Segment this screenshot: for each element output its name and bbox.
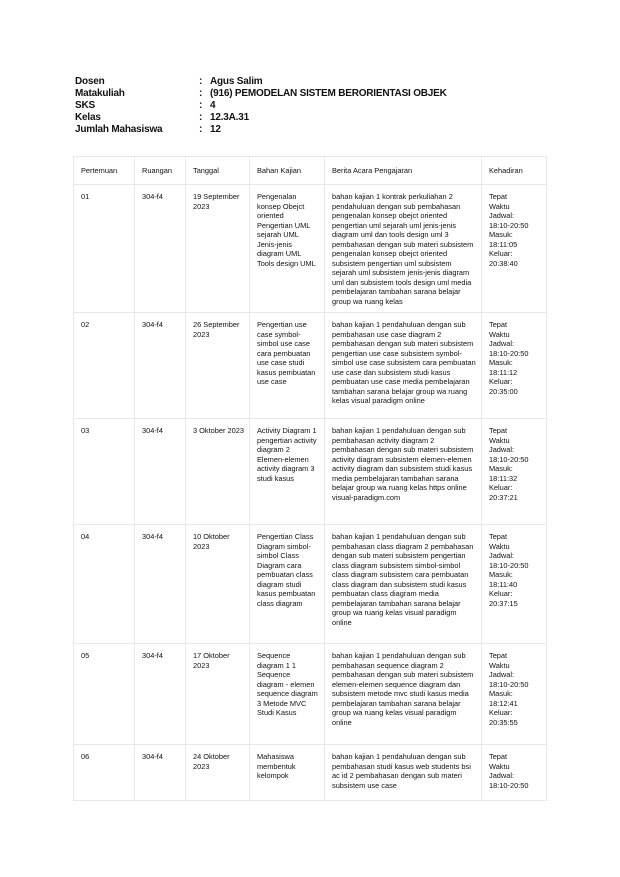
- table-row: [74, 644, 547, 745]
- info-row-sks: [75, 99, 447, 111]
- kehadiran-line: 18:10-20:50: [489, 348, 529, 358]
- cell-berita-acara: bahan kajian 1 pendahuluan dengan sub pembahasan activity diagram 2 pembahasan dengan sub materi subsistem activity diagram subsistem elemen-elemen activity diagram dan subsistem studi kasus media pembelajaran tambahan sarana belajar group wa ruang kelas https online visual-paradigm.com: [325, 419, 482, 525]
- kehadiran-line: 18:10-20:50: [489, 780, 529, 790]
- cell-tanggal: 26 September 2023: [186, 313, 250, 419]
- cell-berita-acara: bahan kajian 1 pendahuluan dengan sub pembahasan use case diagram 2 pembahasan dengan sub materi subsistem pengertian use case subsistem symbol-simbol use case subsistem cara pembuatan use case dan subsistem studi kasus pembuatan use case media pembelajaran tambahan sarana belajar group wa ruang kelas visual paradigm online: [325, 313, 482, 419]
- kehadiran-line: Keluar:: [489, 377, 513, 386]
- cell-kehadiran: [482, 419, 547, 525]
- kehadiran-line: 20:38:40: [489, 258, 518, 268]
- course-info: [75, 75, 447, 135]
- cell-ruangan: 304-f4: [135, 644, 186, 745]
- kehadiran-line: Masuk:: [489, 230, 513, 239]
- kehadiran-line: 20:35:00: [489, 386, 518, 396]
- cell-pertemuan: 01: [74, 185, 135, 313]
- kehadiran-line: Waktu: [489, 761, 510, 771]
- cell-bahan-kajian: Activity Diagram 1 pengertian activity diagram 2 Elemen-elemen activity diagram 3 studi kasus: [250, 419, 325, 525]
- kehadiran-line: 18:10-20:50: [489, 560, 529, 570]
- cell-kehadiran: [482, 313, 547, 419]
- cell-pertemuan: 06: [74, 745, 135, 801]
- table-row: [74, 419, 547, 525]
- cell-ruangan: 304-f4: [135, 745, 186, 801]
- cell-kehadiran: [482, 745, 547, 801]
- cell-tanggal: 19 September 2023: [186, 185, 250, 313]
- info-row-jumlah-mahasiswa: [75, 123, 447, 135]
- cell-ruangan: 304-f4: [135, 185, 186, 313]
- info-label: Matakuliah: [75, 87, 125, 99]
- cell-ruangan: 304-f4: [135, 419, 186, 525]
- cell-ruangan: 304-f4: [135, 313, 186, 419]
- header-ruangan: Ruangan: [135, 157, 186, 185]
- kehadiran-line: 18:11:40: [489, 579, 518, 589]
- kehadiran-line: Jadwal:: [489, 211, 515, 220]
- cell-kehadiran: [482, 525, 547, 644]
- cell-bahan-kajian: Pengertian use case symbol-simbol use case cara pembuatan use case studi kasus pembuatan use case: [250, 313, 325, 419]
- info-label: SKS: [75, 99, 95, 111]
- kehadiran-line: Jadwal:: [489, 551, 515, 560]
- cell-berita-acara: bahan kajian 1 pendahuluan dengan sub pembahasan studi kasus web students bsi ac id 2 pembahasan dengan sub materi subsistem use case: [325, 745, 482, 801]
- kehadiran-line: 20:37:21: [489, 492, 518, 502]
- kehadiran-line: Jadwal:: [489, 339, 515, 348]
- table-row: [74, 745, 547, 801]
- kehadiran-line: Keluar:: [489, 708, 513, 717]
- kehadiran-line: 18:10-20:50: [489, 679, 529, 689]
- kehadiran-line: 18:10-20:50: [489, 220, 529, 230]
- cell-tanggal: 3 Oktober 2023: [186, 419, 250, 525]
- table-row: [74, 313, 547, 419]
- header-kehadiran: Kehadiran: [482, 157, 547, 185]
- header-berita-acara: Berita Acara Pengajaran: [325, 157, 482, 185]
- kehadiran-line: Tepat: [489, 426, 508, 435]
- kehadiran-line: Tepat: [489, 320, 508, 329]
- kehadiran-line: Tepat: [489, 192, 508, 201]
- cell-tanggal: 10 Oktober 2023: [186, 525, 250, 644]
- cell-pertemuan: 05: [74, 644, 135, 745]
- cell-berita-acara: bahan kajian 1 pendahuluan dengan sub pembahasan sequence diagram 2 pembahasan dengan sub materi subsistem elemen-elemen sequence diagram dan subsistem metode mvc studi kasus media pembelajaran tambahan sarana belajar group wa ruang kelas visual paradigm online: [325, 644, 482, 745]
- info-value: 12: [210, 123, 221, 135]
- cell-bahan-kajian: Pengertian Class Diagram simbol-simbol Class Diagram cara pembuatan class diagram studi kasus pembuatan class diagram: [250, 525, 325, 644]
- cell-pertemuan: 02: [74, 313, 135, 419]
- cell-kehadiran: [482, 644, 547, 745]
- kehadiran-line: Jadwal:: [489, 771, 515, 780]
- kehadiran-line: Tepat: [489, 532, 508, 541]
- kehadiran-line: Tepat: [489, 651, 508, 660]
- info-value: 12.3A.31: [210, 111, 249, 123]
- info-colon: :: [199, 99, 203, 111]
- info-colon: :: [199, 87, 203, 99]
- kehadiran-line: Masuk:: [489, 689, 513, 698]
- cell-bahan-kajian: Pengenalan konsep Obejct oriented Pengertian UML sejarah UML Jenis-jenis diagram UML Tools design UML: [250, 185, 325, 313]
- cell-tanggal: 17 Oktober 2023: [186, 644, 250, 745]
- kehadiran-line: Masuk:: [489, 464, 513, 473]
- table-row: [74, 185, 547, 313]
- cell-pertemuan: 03: [74, 419, 135, 525]
- kehadiran-line: 18:11:32: [489, 473, 518, 483]
- kehadiran-line: 18:12:41: [489, 698, 518, 708]
- kehadiran-line: 18:11:05: [489, 239, 518, 249]
- info-label: Kelas: [75, 111, 101, 123]
- info-colon: :: [199, 75, 203, 87]
- info-row-dosen: [75, 75, 447, 87]
- table-header-row: [74, 157, 547, 185]
- kehadiran-line: Masuk:: [489, 358, 513, 367]
- kehadiran-line: Keluar:: [489, 589, 513, 598]
- header-bahan-kajian: Bahan Kajian: [250, 157, 325, 185]
- info-value: (916) PEMODELAN SISTEM BERORIENTASI OBJEK: [210, 87, 447, 99]
- kehadiran-line: Waktu: [489, 660, 510, 670]
- kehadiran-line: Keluar:: [489, 483, 513, 492]
- attendance-table: [73, 156, 547, 801]
- kehadiran-line: Waktu: [489, 435, 510, 445]
- kehadiran-line: Tepat: [489, 752, 508, 761]
- kehadiran-line: Jadwal:: [489, 445, 515, 454]
- kehadiran-line: Keluar:: [489, 249, 513, 258]
- cell-berita-acara: bahan kajian 1 pendahuluan dengan sub pembahasan class diagram 2 pembahasan dengan sub materi subsistem pengertian class diagram subsistem simbol-simbol class diagram subsistem cara pembuatan class diagram dan subsistem studi kasus pembuatan class diagram media pembelajaran tambahan sarana belajar group wa ruang kelas visual paradigm online: [325, 525, 482, 644]
- kehadiran-line: 20:35:55: [489, 717, 518, 727]
- kehadiran-line: Jadwal:: [489, 670, 515, 679]
- info-row-matakuliah: [75, 87, 447, 99]
- kehadiran-line: 18:11:12: [489, 367, 518, 377]
- cell-bahan-kajian: Mahasiswa membentuk kelompok: [250, 745, 325, 801]
- info-value: 4: [210, 99, 216, 111]
- info-label: Jumlah Mahasiswa: [75, 123, 163, 135]
- kehadiran-line: Waktu: [489, 329, 510, 339]
- cell-kehadiran: [482, 185, 547, 313]
- kehadiran-line: Waktu: [489, 201, 510, 211]
- cell-berita-acara: bahan kajian 1 kontrak perkuliahan 2 pendahuluan dengan sub pembahasan pengenalan konsep obejct oriented pengertian uml sejarah uml jenis-jenis diagram uml dan tools design uml 3 pembahasan dengan sub materi subsistem pengenalan konsep obejct oriented subsistem pengertian uml subsistem sejarah uml subsistem jenis-jenis diagram uml dan subsistem tools design uml media pembelajaran tambahan sarana belajar group wa ruang kelas: [325, 185, 482, 313]
- kehadiran-line: 20:37:15: [489, 598, 518, 608]
- info-colon: :: [199, 111, 203, 123]
- cell-pertemuan: 04: [74, 525, 135, 644]
- kehadiran-line: Masuk:: [489, 570, 513, 579]
- kehadiran-line: Waktu: [489, 541, 510, 551]
- header-tanggal: Tanggal: [186, 157, 250, 185]
- table-row: [74, 525, 547, 644]
- info-value: Agus Salim: [210, 75, 263, 87]
- info-colon: :: [199, 123, 203, 135]
- info-row-kelas: [75, 111, 447, 123]
- info-label: Dosen: [75, 75, 105, 87]
- header-pertemuan: Pertemuan: [74, 157, 135, 185]
- cell-tanggal: 24 Oktober 2023: [186, 745, 250, 801]
- cell-ruangan: 304-f4: [135, 525, 186, 644]
- kehadiran-line: 18:10-20:50: [489, 454, 529, 464]
- cell-bahan-kajian: Sequence diagram 1 1 Sequence diagram - elemen sequence diagram 3 Metode MVC Studi Kasus: [250, 644, 325, 745]
